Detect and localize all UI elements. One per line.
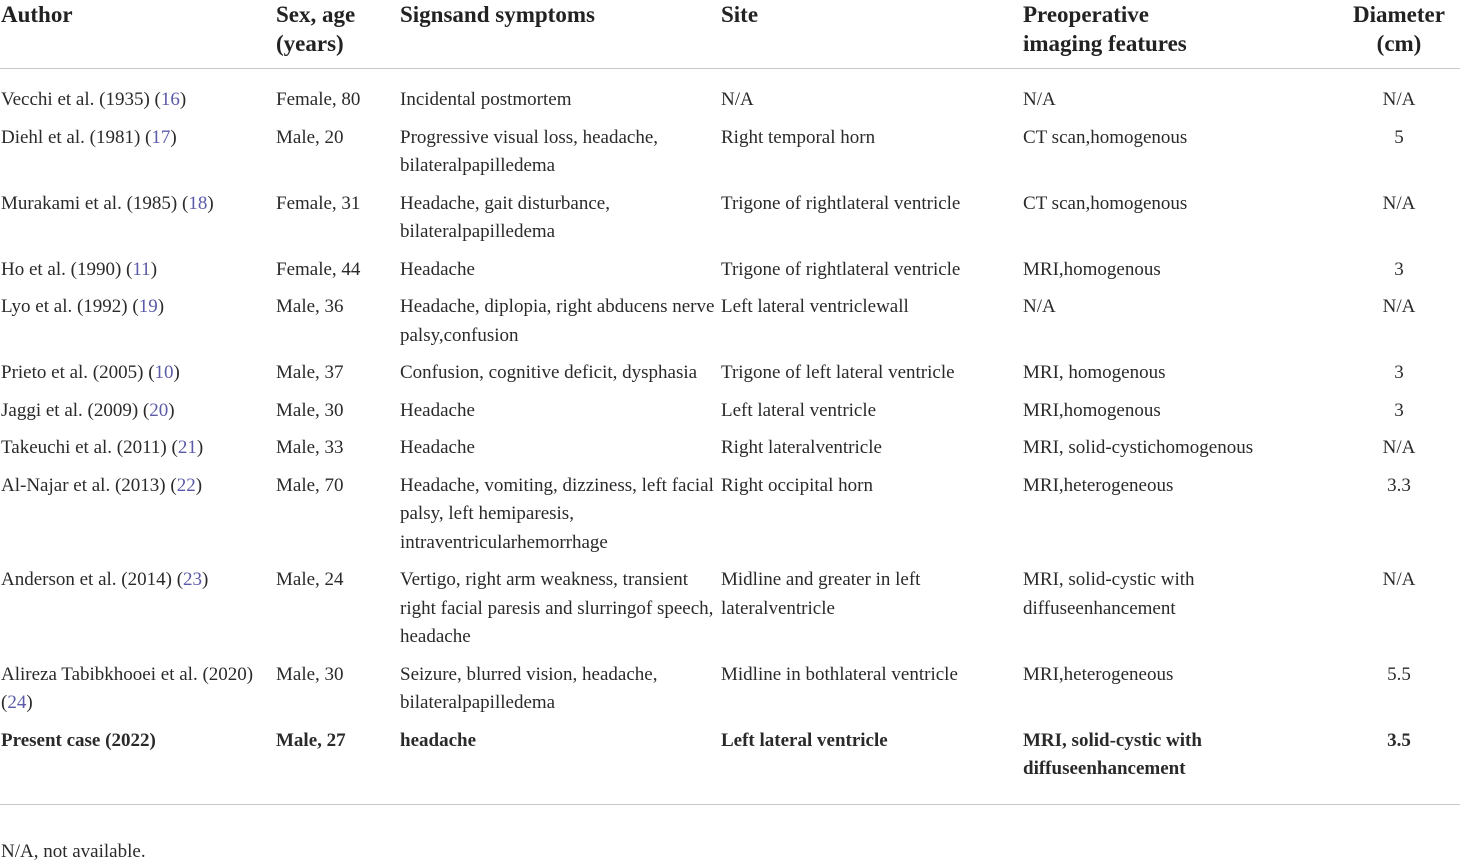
cell-imaging: MRI, solid-cystic with diffuseenhancement xyxy=(1023,569,1195,619)
author-text: Al-Najar et al. (2013) ( xyxy=(1,474,177,496)
cell-imaging: MRI, solid-cystic with diffuseenhancement xyxy=(1022,727,1338,805)
header-symptoms: Signsand symptoms xyxy=(399,0,720,69)
table-row xyxy=(0,69,1460,124)
cell-symptoms: Seizure, blurred vision, headache, bilateralpapilledema xyxy=(400,663,658,713)
cell-site: Left lateral ventriclewall xyxy=(721,296,909,317)
cell-imaging: MRI,homogenous xyxy=(1023,258,1161,280)
cell-imaging: N/A xyxy=(1023,89,1056,110)
reference-link[interactable]: 11 xyxy=(132,258,151,280)
cell-site: Right lateralventricle xyxy=(721,437,882,458)
cell-sex-age: Female, 80 xyxy=(276,89,361,110)
author-text: Lyo et al. (1992) ( xyxy=(1,296,139,317)
author-close-paren: ) xyxy=(170,126,177,148)
cell-imaging: N/A xyxy=(1023,296,1056,317)
table-row xyxy=(0,256,1460,294)
table-row xyxy=(0,359,1460,397)
cell-sex-age: Female, 44 xyxy=(276,258,361,280)
cell-imaging: MRI, homogenous xyxy=(1023,362,1166,383)
table-header-row xyxy=(0,0,1460,69)
cell-site: Left lateral ventricle xyxy=(721,399,877,421)
cell-diameter: 5.5 xyxy=(1387,663,1411,685)
cell-author xyxy=(0,293,275,359)
reference-link[interactable]: 23 xyxy=(183,569,203,590)
author-close-paren: ) xyxy=(207,192,214,214)
cell-diameter: 3.5 xyxy=(1338,727,1460,805)
cell-imaging: MRI,homogenous xyxy=(1023,399,1161,421)
cell-diameter: 3 xyxy=(1394,258,1404,280)
reference-link[interactable]: 24 xyxy=(7,692,27,713)
cell-sex-age: Male, 70 xyxy=(276,474,344,496)
cell-diameter: N/A xyxy=(1382,296,1416,317)
cell-diameter: N/A xyxy=(1382,192,1416,214)
header-site: Site xyxy=(720,0,1022,69)
cell-diameter: N/A xyxy=(1382,569,1416,590)
cell-diameter: 5 xyxy=(1394,126,1404,148)
cell-sex-age: Male, 37 xyxy=(276,362,344,383)
cell-author xyxy=(0,124,275,190)
cell-diameter: N/A xyxy=(1382,437,1416,458)
author-close-paren: ) xyxy=(179,89,187,110)
cell-symptoms: Headache xyxy=(400,258,475,280)
reference-link[interactable]: 10 xyxy=(154,362,174,383)
cell-symptoms: headache xyxy=(399,727,720,805)
reference-link[interactable]: 22 xyxy=(176,474,196,496)
cell-author xyxy=(0,190,275,256)
header-sex-age: Sex, age (years) xyxy=(275,0,399,69)
author-text: Ho et al. (1990) ( xyxy=(1,258,133,280)
cell-sex-age: Male, 33 xyxy=(276,437,344,458)
cell-sex-age: Male, 24 xyxy=(276,569,344,590)
header-imaging: Preoperative imaging features xyxy=(1022,0,1338,69)
cell-imaging: CT scan,homogenous xyxy=(1023,192,1188,214)
author-close-paren: ) xyxy=(150,258,158,280)
author-close-paren: ) xyxy=(26,692,33,713)
table-row xyxy=(0,293,1460,359)
cell-symptoms: Incidental postmortem xyxy=(400,89,572,110)
table-row xyxy=(0,472,1460,567)
cell-site: Trigone of rightlateral ventricle xyxy=(721,192,961,214)
author-text: Alireza Tabibkhooei et al. (2020) ( xyxy=(1,663,254,713)
reference-link[interactable]: 20 xyxy=(149,399,169,421)
cell-imaging: MRI,heterogeneous xyxy=(1023,663,1174,685)
author-close-paren: ) xyxy=(173,362,180,383)
table-row xyxy=(0,190,1460,256)
author-text: Jaggi et al. (2009) ( xyxy=(1,399,150,421)
author-text: Vecchi et al. (1935) ( xyxy=(1,89,161,110)
cell-diameter: 3 xyxy=(1394,362,1404,383)
cell-diameter: 3 xyxy=(1394,399,1404,421)
cell-sex-age: Male, 30 xyxy=(276,399,344,421)
reference-link[interactable]: 17 xyxy=(151,126,171,148)
cell-symptoms: Confusion, cognitive deficit, dysphasia xyxy=(400,362,698,383)
cell-author xyxy=(0,434,275,472)
cell-author xyxy=(0,69,275,124)
cell-imaging: MRI, solid-cystichomogenous xyxy=(1023,437,1254,458)
author-close-paren: ) xyxy=(195,474,203,496)
cell-site: Right temporal horn xyxy=(721,126,876,148)
table-row xyxy=(0,397,1460,435)
table-row xyxy=(0,566,1460,661)
author-text: Diehl et al. (1981) ( xyxy=(1,126,152,148)
cell-author: Present case (2022) xyxy=(0,727,275,805)
cell-site: Trigone of rightlateral ventricle xyxy=(721,258,961,280)
cell-author xyxy=(0,566,275,661)
cell-site: Right occipital horn xyxy=(721,474,873,496)
cell-symptoms: Vertigo, right arm weakness, transient right facial paresis and slurringof speech, headache xyxy=(400,569,714,647)
cell-imaging: MRI,heterogeneous xyxy=(1023,474,1174,496)
table-row-present-case xyxy=(0,727,1460,805)
cell-site: Midline and greater in left lateralventricle xyxy=(721,569,921,619)
cell-symptoms: Headache, vomiting, dizziness, left facial palsy, left hemiparesis, intraventricularhemorrhage xyxy=(400,474,714,553)
cell-sex-age: Male, 20 xyxy=(276,126,344,148)
cell-site: Left lateral ventricle xyxy=(720,727,1022,805)
cell-sex-age: Male, 30 xyxy=(276,663,344,685)
reference-link[interactable]: 21 xyxy=(177,437,197,458)
table-row xyxy=(0,661,1460,727)
cell-site: Trigone of left lateral ventricle xyxy=(721,362,955,383)
cell-site: Midline in bothlateral ventricle xyxy=(721,663,958,685)
cell-symptoms: Headache xyxy=(400,399,475,421)
cell-imaging: CT scan,homogenous xyxy=(1023,126,1188,148)
author-close-paren: ) xyxy=(157,296,165,317)
table-row xyxy=(0,434,1460,472)
cell-diameter: N/A xyxy=(1382,89,1416,110)
header-diameter: Diameter (cm) xyxy=(1338,0,1460,69)
cell-sex-age: Male, 27 xyxy=(275,727,399,805)
cell-site: N/A xyxy=(721,89,754,110)
cell-sex-age: Female, 31 xyxy=(276,192,361,214)
cell-symptoms: Headache xyxy=(400,437,475,458)
reference-link[interactable]: 18 xyxy=(188,192,208,214)
cell-diameter: 3.3 xyxy=(1387,474,1411,496)
cell-author xyxy=(0,661,275,727)
header-author: Author xyxy=(0,0,275,69)
cell-author xyxy=(0,256,275,294)
author-text: Anderson et al. (2014) ( xyxy=(1,569,184,590)
cell-symptoms: Progressive visual loss, headache, bilateralpapilledema xyxy=(400,126,659,176)
cell-author xyxy=(0,397,275,435)
cell-author xyxy=(0,359,275,397)
author-close-paren: ) xyxy=(202,569,209,590)
table-footnote: N/A, not available. xyxy=(1,841,146,862)
reference-link[interactable]: 16 xyxy=(160,89,180,110)
cell-symptoms: Headache, diplopia, right abducens nerve palsy,confusion xyxy=(400,296,715,346)
cell-author xyxy=(0,472,275,567)
author-text: Takeuchi et al. (2011) ( xyxy=(1,437,178,458)
author-close-paren: ) xyxy=(196,437,204,458)
cell-sex-age: Male, 36 xyxy=(276,296,344,317)
author-text: Prieto et al. (2005) ( xyxy=(1,362,155,383)
cell-symptoms: Headache, gait disturbance, bilateralpapilledema xyxy=(400,192,610,242)
table-row xyxy=(0,124,1460,190)
reference-link[interactable]: 19 xyxy=(138,296,158,317)
author-close-paren: ) xyxy=(168,399,175,421)
author-text: Murakami et al. (1985) ( xyxy=(1,192,189,214)
